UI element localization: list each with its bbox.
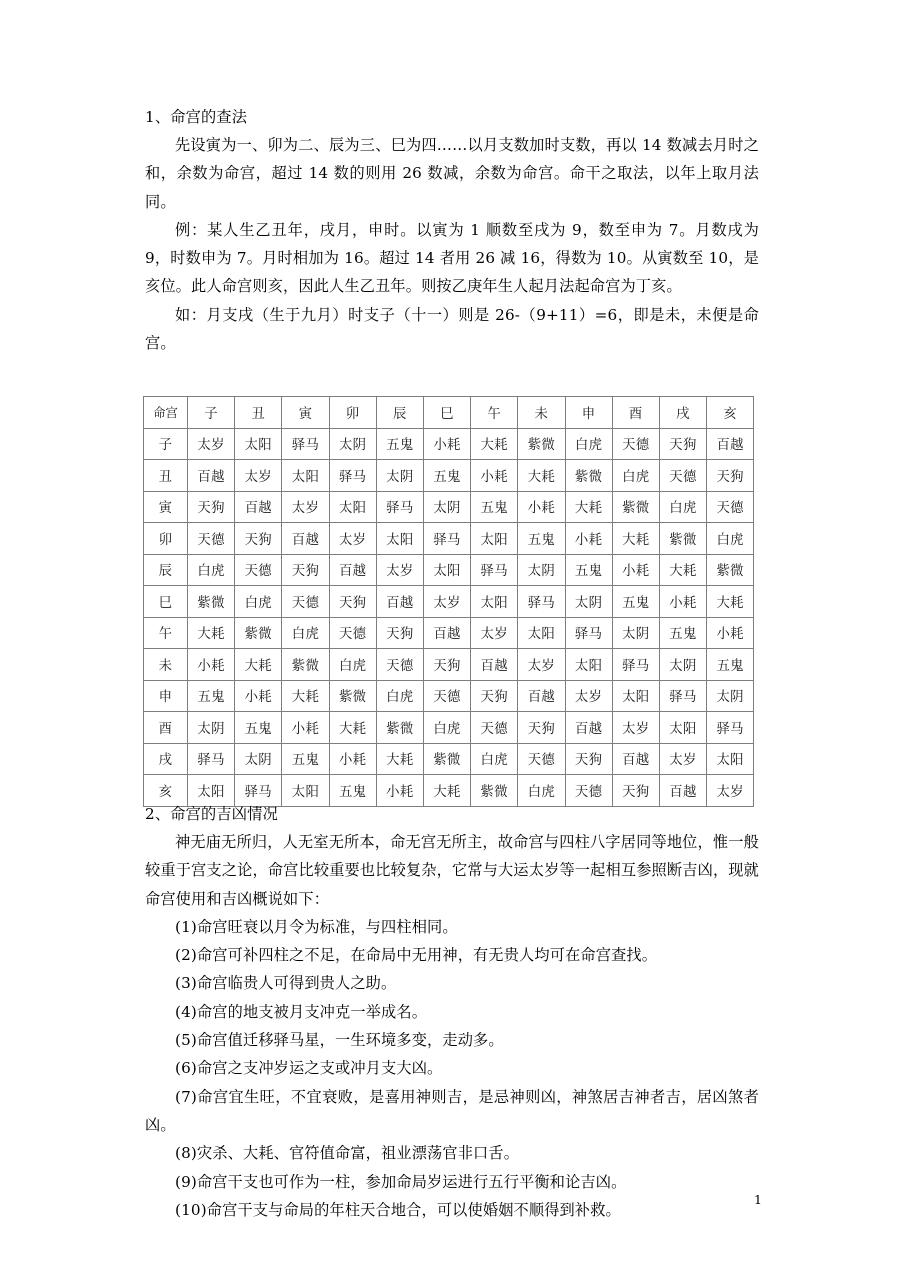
table-cell: 小耗 [471, 460, 518, 492]
table-cell: 紫微 [423, 743, 470, 775]
table-row-header: 卯 [144, 523, 188, 555]
table-cell: 百越 [518, 680, 565, 712]
table-row [144, 491, 754, 523]
table-cell: 小耗 [423, 428, 470, 460]
table-cell: 太阳 [329, 491, 376, 523]
table-cell: 大耗 [518, 460, 565, 492]
section-2-list-item: (7)命宫宜生旺，不宜衰败，是喜用神则吉，是忌神则凶，神煞居吉神者吉，居凶煞者凶。 [145, 1087, 759, 1134]
section-1-paragraph-2: 例：某人生乙丑年，戌月，申时。以寅为 1 顺数至戌为 9，数至申为 7。月数戌为 9，时数申为 7。月时相加为 16。超过 14 者用 26 减 16，得数为 10。从寅数至 10，是亥位。此人命宫则亥，因此人生乙丑年。则按乙庚年生人起月法起命宫为丁亥。 [145, 220, 759, 296]
table-cell: 百越 [282, 523, 329, 555]
table-cell: 百越 [329, 554, 376, 586]
table-cell: 驿马 [423, 523, 470, 555]
table-cell: 五鬼 [612, 586, 659, 618]
table-cell: 五鬼 [565, 554, 612, 586]
ming-gong-lookup-table [143, 396, 754, 807]
table-cell: 百越 [235, 491, 282, 523]
table-cell: 五鬼 [707, 649, 754, 681]
section-2-list-item: (8)灾杀、大耗、官符值命富，祖业漂荡官非口舌。 [175, 1144, 520, 1163]
page-number: 1 [754, 1192, 762, 1207]
table-cell: 天狗 [423, 649, 470, 681]
table-cell: 太阳 [282, 775, 329, 807]
table-column-header: 午 [471, 397, 518, 429]
table-cell: 太岁 [188, 428, 235, 460]
table-row [144, 712, 754, 744]
table-cell: 百越 [188, 460, 235, 492]
table-cell: 天德 [282, 586, 329, 618]
section-2-heading: 2、命宫的吉凶情况 [145, 805, 278, 823]
table-cell: 天狗 [707, 460, 754, 492]
table-row [144, 460, 754, 492]
table-row-header: 子 [144, 428, 188, 460]
table-cell: 驿马 [282, 428, 329, 460]
table-cell: 天德 [565, 775, 612, 807]
table-cell: 太阳 [471, 586, 518, 618]
table-cell: 小耗 [565, 523, 612, 555]
table-column-header: 酉 [612, 397, 659, 429]
table-cell: 紫微 [235, 617, 282, 649]
table-cell: 紫微 [376, 712, 423, 744]
table-cell: 太阳 [471, 523, 518, 555]
table-cell: 天狗 [471, 680, 518, 712]
table-row-header: 戌 [144, 743, 188, 775]
table-row-header: 午 [144, 617, 188, 649]
table-cell: 小耗 [659, 586, 706, 618]
table-column-header: 卯 [329, 397, 376, 429]
table-row [144, 617, 754, 649]
table-cell: 五鬼 [329, 775, 376, 807]
table-cell: 天德 [423, 680, 470, 712]
section-2-item-list [145, 913, 759, 1224]
table-row [144, 680, 754, 712]
section-2-list-item: (5)命宫值迁移驿马星，一生环境多变，走动多。 [175, 1031, 504, 1050]
table-cell: 驿马 [188, 743, 235, 775]
table-cell: 白虎 [329, 649, 376, 681]
table-cell: 白虎 [565, 428, 612, 460]
table-column-header: 寅 [282, 397, 329, 429]
table-cell: 白虎 [518, 775, 565, 807]
table-cell: 大耗 [707, 586, 754, 618]
table-cell: 太岁 [659, 743, 706, 775]
table-cell: 驿马 [376, 491, 423, 523]
table-cell: 紫微 [518, 428, 565, 460]
table-cell: 白虎 [188, 554, 235, 586]
table-cell: 五鬼 [235, 712, 282, 744]
table-cell: 太岁 [471, 617, 518, 649]
table-cell: 太阴 [423, 491, 470, 523]
table-cell: 小耗 [188, 649, 235, 681]
table-cell: 太阳 [423, 554, 470, 586]
table-cell: 紫微 [707, 554, 754, 586]
table-cell: 天狗 [235, 523, 282, 555]
table-cell: 太岁 [612, 712, 659, 744]
table-cell: 大耗 [188, 617, 235, 649]
table-row-header: 丑 [144, 460, 188, 492]
table-cell: 五鬼 [518, 523, 565, 555]
section-2-container [145, 800, 759, 1224]
table-cell: 百越 [471, 649, 518, 681]
section-2-list-item: (2)命宫可补四柱之不足，在命局中无用神，有无贵人均可在命宫查找。 [175, 946, 658, 965]
table-cell: 太岁 [565, 680, 612, 712]
table-cell: 太岁 [235, 460, 282, 492]
table-cell: 百越 [612, 743, 659, 775]
table-row [144, 743, 754, 775]
table-cell: 紫微 [612, 491, 659, 523]
table-cell: 大耗 [282, 680, 329, 712]
table-cell: 驿马 [707, 712, 754, 744]
table-cell: 紫微 [565, 460, 612, 492]
table-cell: 五鬼 [423, 460, 470, 492]
table-row [144, 586, 754, 618]
table-cell: 天狗 [282, 554, 329, 586]
table-cell: 天狗 [565, 743, 612, 775]
section-2-list-item: (6)命宫之支冲岁运之支或冲月支大凶。 [175, 1059, 443, 1078]
table-row-header: 亥 [144, 775, 188, 807]
table-cell: 太岁 [329, 523, 376, 555]
table-cell: 白虎 [282, 617, 329, 649]
table-cell: 白虎 [612, 460, 659, 492]
table-cell: 五鬼 [659, 617, 706, 649]
table-cell: 百越 [376, 586, 423, 618]
table-cell: 白虎 [376, 680, 423, 712]
table-cell: 小耗 [282, 712, 329, 744]
table-cell: 太阴 [188, 712, 235, 744]
table-cell: 太阴 [376, 460, 423, 492]
table-cell: 天狗 [376, 617, 423, 649]
table-cell: 太阴 [707, 680, 754, 712]
table-cell: 驿马 [659, 680, 706, 712]
section-2-list-item: (10)命宫干支与命局的年柱天合地合，可以使婚姻不顺得到补救。 [175, 1200, 621, 1219]
table-cell: 天德 [235, 554, 282, 586]
table-cell: 大耗 [329, 712, 376, 744]
table-cell: 太阳 [612, 680, 659, 712]
table-row-header: 辰 [144, 554, 188, 586]
table-cell: 紫微 [282, 649, 329, 681]
table-cell: 太阳 [659, 712, 706, 744]
table-cell: 太阴 [659, 649, 706, 681]
table-cell: 大耗 [235, 649, 282, 681]
section-2-intro: 神无庙无所归，人无室无所本，命无宫无所主，故命宫与四柱八字居同等地位，惟一般较重于宫支之论，命宫比较重要也比较复杂，它常与大运太岁等一起相互参照断吉凶，现就命宫使用和吉凶概说如下： [145, 833, 759, 908]
table-cell: 大耗 [471, 428, 518, 460]
table-cell: 白虎 [707, 523, 754, 555]
table-column-header: 戌 [659, 397, 706, 429]
section-2-list-item: (9)命宫干支也可作为一柱，参加命局岁运进行五行平衡和论吉凶。 [175, 1172, 627, 1191]
table-row-header: 申 [144, 680, 188, 712]
table-row [144, 649, 754, 681]
table-column-header: 申 [565, 397, 612, 429]
table-cell: 太阳 [707, 743, 754, 775]
table-cell: 太阳 [235, 428, 282, 460]
table-cell: 小耗 [518, 491, 565, 523]
table-cell: 五鬼 [282, 743, 329, 775]
table-cell: 驿马 [612, 649, 659, 681]
table-cell: 小耗 [707, 617, 754, 649]
table-cell: 天狗 [188, 491, 235, 523]
table-cell: 小耗 [612, 554, 659, 586]
table-column-header: 辰 [376, 397, 423, 429]
table-cell: 太阳 [376, 523, 423, 555]
table-cell: 五鬼 [471, 491, 518, 523]
table-cell: 天德 [329, 617, 376, 649]
table-cell: 太阴 [235, 743, 282, 775]
table-cell: 太阳 [565, 649, 612, 681]
table-cell: 太阳 [518, 617, 565, 649]
table-row-header: 未 [144, 649, 188, 681]
table-cell: 驿马 [565, 617, 612, 649]
section-1-paragraph-3: 如：月支戌（生于九月）时支子（十一）则是 26-（9+11）=6，即是未，未便是命宫。 [145, 305, 759, 353]
table-cell: 天德 [518, 743, 565, 775]
table-cell: 太阳 [282, 460, 329, 492]
section-1-paragraph-1: 先设寅为一、卯为二、辰为三、巳为四……以月支数加时支数，再以 14 数减去月时之和，余数为命宫，超过 14 数的则用 26 数减，余数为命宫。命干之取法，以年上取月法同。 [145, 136, 759, 211]
table-cell: 天狗 [518, 712, 565, 744]
table-cell: 白虎 [659, 491, 706, 523]
table-cell: 太岁 [707, 775, 754, 807]
section-2-list-item: (4)命宫的地支被月支冲克一举成名。 [175, 1002, 428, 1021]
table-cell: 天德 [659, 460, 706, 492]
table-cell: 太阴 [518, 554, 565, 586]
table-cell: 紫微 [659, 523, 706, 555]
table-cell: 太阴 [329, 428, 376, 460]
table-row-header: 寅 [144, 491, 188, 523]
table-cell: 紫微 [471, 775, 518, 807]
table-cell: 百越 [707, 428, 754, 460]
table-cell: 太阳 [188, 775, 235, 807]
table-cell: 太阴 [612, 617, 659, 649]
table-cell: 天德 [707, 491, 754, 523]
table-cell: 驿马 [235, 775, 282, 807]
table-column-header: 未 [518, 397, 565, 429]
table-cell: 太岁 [376, 554, 423, 586]
section-2-list-item: (3)命宫临贵人可得到贵人之助。 [175, 974, 397, 993]
table-cell: 小耗 [329, 743, 376, 775]
table-cell: 五鬼 [188, 680, 235, 712]
table-row-header: 酉 [144, 712, 188, 744]
table-cell: 大耗 [423, 775, 470, 807]
table-cell: 驿马 [471, 554, 518, 586]
table-cell: 小耗 [235, 680, 282, 712]
section-1-heading: 1、命宫的查法 [145, 108, 248, 126]
table-cell: 紫微 [188, 586, 235, 618]
table-row [144, 554, 754, 586]
table-cell: 大耗 [565, 491, 612, 523]
table-cell: 小耗 [376, 775, 423, 807]
table-cell: 百越 [423, 617, 470, 649]
table-cell: 太阴 [565, 586, 612, 618]
table-cell: 太岁 [518, 649, 565, 681]
table-cell: 百越 [565, 712, 612, 744]
table-column-header: 子 [188, 397, 235, 429]
table-cell: 天德 [376, 649, 423, 681]
table-row [144, 428, 754, 460]
table-cell: 五鬼 [376, 428, 423, 460]
table-cell: 驿马 [329, 460, 376, 492]
table-column-header: 丑 [235, 397, 282, 429]
table-cell: 百越 [659, 775, 706, 807]
table-cell: 太岁 [282, 491, 329, 523]
document-body [145, 103, 759, 357]
table-row-header: 巳 [144, 586, 188, 618]
table-cell: 大耗 [612, 523, 659, 555]
table-cell: 天德 [188, 523, 235, 555]
table-cell: 天狗 [659, 428, 706, 460]
table-cell: 天德 [471, 712, 518, 744]
table-cell: 驿马 [518, 586, 565, 618]
table-cell: 白虎 [235, 586, 282, 618]
table-cell: 太岁 [423, 586, 470, 618]
table-corner-label: 命宫 [144, 397, 188, 429]
table-column-header: 亥 [707, 397, 754, 429]
table-cell: 天德 [612, 428, 659, 460]
table-row [144, 523, 754, 555]
section-2-list-item: (1)命宫旺衰以月令为标准，与四柱相同。 [175, 917, 458, 936]
table-cell: 天狗 [612, 775, 659, 807]
ming-gong-lookup-table-container [143, 396, 744, 807]
table-cell: 天狗 [329, 586, 376, 618]
table-column-header: 巳 [423, 397, 470, 429]
table-cell: 大耗 [376, 743, 423, 775]
table-cell: 紫微 [329, 680, 376, 712]
table-header-row [144, 397, 754, 429]
table-cell: 白虎 [423, 712, 470, 744]
table-cell: 白虎 [471, 743, 518, 775]
table-cell: 大耗 [659, 554, 706, 586]
